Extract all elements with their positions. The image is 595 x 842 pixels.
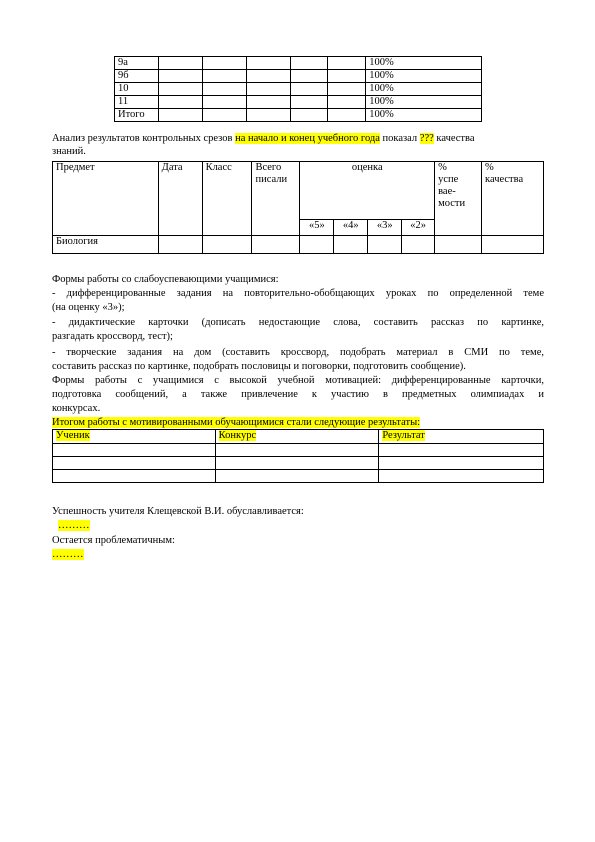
success-placeholder: ……… bbox=[58, 520, 90, 531]
weak-item-3: - творческие задания на дом (составить кроссворд, подобрать материал в СМИ по теме, bbox=[52, 347, 544, 358]
header-grade: оценка bbox=[300, 162, 435, 220]
weak-item-1: - дифференцированные задания на повторительно-обобщающих уроках по определенной теме bbox=[52, 288, 544, 299]
result-intro-line bbox=[52, 416, 544, 430]
table-row bbox=[53, 236, 544, 254]
students-table bbox=[52, 429, 544, 483]
grade-2: «2» bbox=[402, 220, 435, 236]
weak-item-2: - дидактические карточки (дописать недостающие слова, составить рассказ по картинке, bbox=[52, 317, 544, 328]
motivated-forms-3: конкурсах. bbox=[52, 403, 101, 414]
motivated-forms-2: подготовка сообщений, а также привлечение к участию в предметных олимпиадах и bbox=[52, 389, 544, 400]
table-row bbox=[115, 57, 482, 70]
class-label: Итого bbox=[115, 109, 159, 122]
table-row bbox=[115, 83, 482, 96]
table-row bbox=[53, 444, 544, 457]
class-percent: 100% bbox=[366, 70, 482, 83]
grade-4: «4» bbox=[334, 220, 368, 236]
table-header-row bbox=[53, 430, 544, 444]
weak-item-3-cont: составить рассказ по картинке, подобрать пословицы и поговорки, подготовить сообщение). bbox=[52, 361, 466, 372]
header-success: % успе вае- мости bbox=[435, 162, 482, 236]
header-subject: Предмет bbox=[53, 162, 159, 236]
weak-item-2-cont: разгадать кроссворд, тест); bbox=[52, 331, 173, 342]
analysis-paragraph bbox=[52, 132, 544, 146]
header-quality: % качества bbox=[482, 162, 544, 236]
problem-title: Остается проблематичным: bbox=[52, 535, 175, 546]
problem-placeholder: ……… bbox=[52, 549, 84, 560]
table-row bbox=[115, 96, 482, 109]
analysis-highlight: на начало и конец учебного года bbox=[235, 133, 380, 144]
table-header-row bbox=[53, 162, 544, 220]
subject-cell: Биология bbox=[53, 236, 159, 254]
class-percent: 100% bbox=[366, 109, 482, 122]
analysis-text: показал bbox=[379, 133, 420, 144]
classes-table bbox=[114, 56, 482, 122]
header-date: Дата bbox=[158, 162, 202, 236]
header-contest: Конкурс bbox=[215, 430, 379, 444]
success-title: Успешность учителя Клещевской В.И. обуславливается: bbox=[52, 506, 304, 517]
success-placeholder-line bbox=[58, 519, 550, 533]
header-total: Всего писали bbox=[252, 162, 300, 236]
class-percent: 100% bbox=[366, 57, 482, 70]
table-row bbox=[115, 109, 482, 122]
analysis-line-2: знаний. bbox=[52, 146, 86, 157]
class-label: 10 bbox=[115, 83, 159, 96]
header-class: Класс bbox=[202, 162, 252, 236]
grade-5: «5» bbox=[300, 220, 334, 236]
analysis-text: качества bbox=[433, 133, 475, 144]
weak-forms-title: Формы работы со слабоуспевающими учащимися: bbox=[52, 274, 279, 285]
result-intro: Итогом работы с мотивированными обучающимися стали следующие результаты: bbox=[52, 417, 421, 428]
class-label: 11 bbox=[115, 96, 159, 109]
analysis-text: Анализ результатов контрольных срезов bbox=[52, 133, 236, 144]
analysis-highlight: ??? bbox=[419, 133, 434, 144]
table-row bbox=[115, 70, 482, 83]
grade-3: «3» bbox=[368, 220, 402, 236]
table-row bbox=[53, 457, 544, 470]
motivated-forms-1: Формы работы с учащимися с высокой учебной мотивацией: дифференцированные карточки, bbox=[52, 375, 544, 386]
weak-item-1-cont: (на оценку «3»); bbox=[52, 302, 125, 313]
header-student: Ученик bbox=[53, 430, 216, 444]
class-label: 9а bbox=[115, 57, 159, 70]
class-label: 9б bbox=[115, 70, 159, 83]
header-result: Результат bbox=[379, 430, 544, 444]
class-percent: 100% bbox=[366, 83, 482, 96]
class-percent: 100% bbox=[366, 96, 482, 109]
results-table bbox=[52, 161, 544, 254]
table-row bbox=[53, 470, 544, 483]
problem-placeholder-line bbox=[52, 548, 544, 562]
